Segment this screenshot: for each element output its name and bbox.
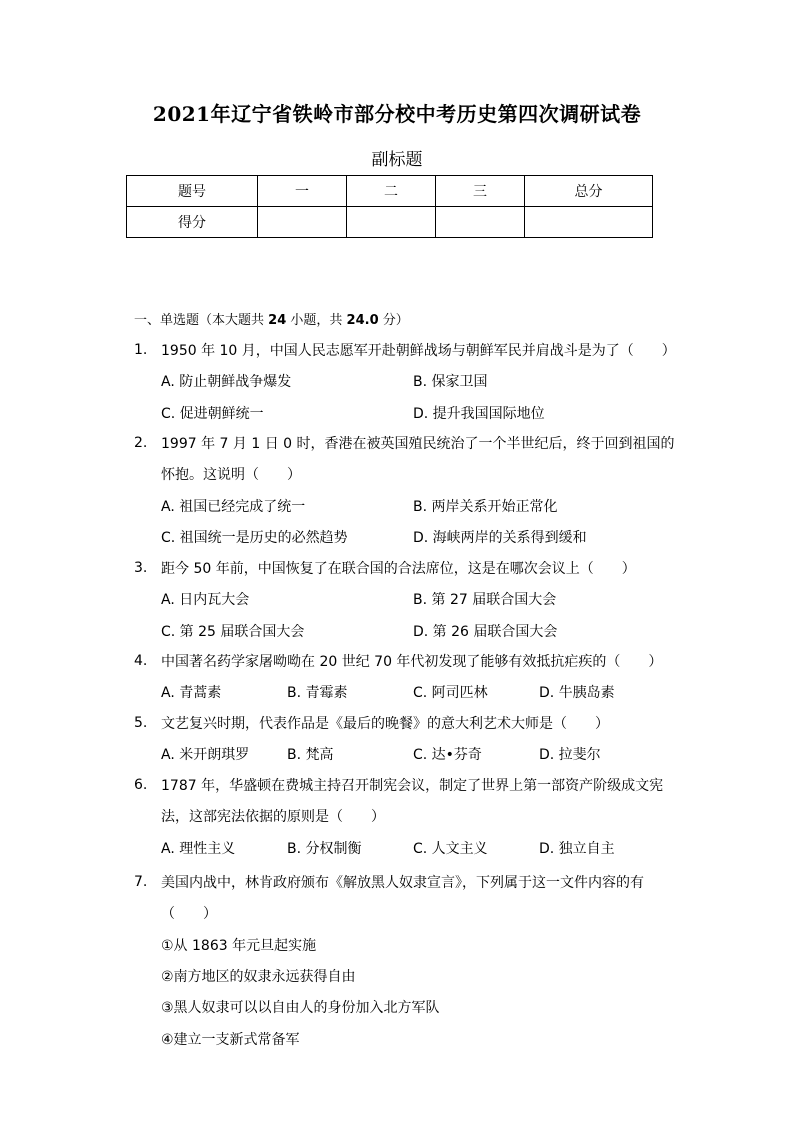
question-number: 3. bbox=[134, 560, 148, 576]
score-blank-cell[interactable] bbox=[436, 207, 525, 238]
answer-option[interactable]: B. 两岸关系开始正常化 bbox=[413, 498, 558, 515]
question-number: 6. bbox=[134, 777, 148, 793]
question-text-line: （ ） bbox=[161, 906, 217, 923]
answer-option[interactable]: C. 第 25 届联合国大会 bbox=[161, 623, 305, 640]
score-header-cell: 三 bbox=[436, 176, 525, 207]
answer-option[interactable]: D. 第 26 届联合国大会 bbox=[413, 623, 558, 640]
answer-option[interactable]: B. 青霉素 bbox=[287, 685, 348, 702]
question-text-line: 1950 年 10 月，中国人民志愿军开赴朝鲜战场与朝鲜军民并肩战斗是为了（ ） bbox=[161, 343, 676, 359]
answer-option[interactable]: C. 达•芬奇 bbox=[413, 747, 482, 764]
score-table bbox=[126, 175, 653, 238]
question-text-line: ②南方地区的奴隶永远获得自由 bbox=[161, 968, 356, 985]
answer-option[interactable]: C. 阿司匹林 bbox=[413, 685, 488, 702]
section-end: 分） bbox=[382, 313, 409, 328]
question-text-line: 文艺复兴时期，代表作品是《最后的晚餐》的意大利艺术大师是（ ） bbox=[161, 716, 609, 732]
answer-option[interactable]: C. 祖国统一是历史的必然趋势 bbox=[161, 529, 348, 546]
question-text-line: 美国内战中，林肯政府颁布《解放黑人奴隶宣言》，下列属于这一文件内容的有 bbox=[161, 875, 644, 891]
section-count: 24 bbox=[268, 313, 287, 328]
question-text-line: 1787 年，华盛顿在费城主持召开制宪会议，制定了世界上第一部资产阶级成文宪 bbox=[161, 778, 664, 794]
question-number: 1. bbox=[134, 342, 148, 358]
question-text-line: 距今 50 年前，中国恢复了在联合国的合法席位，这是在哪次会议上（ ） bbox=[161, 561, 636, 577]
question-text-line: 中国著名药学家屠呦呦在 20 世纪 70 年代初发现了能够有效抵抗疟疾的（ ） bbox=[161, 654, 663, 670]
page-title: 2021年辽宁省铁岭市部分校中考历史第四次调研试卷 bbox=[152, 102, 642, 126]
answer-option[interactable]: B. 保家卫国 bbox=[413, 374, 488, 391]
question-text-line: 怀抱。这说明（ ） bbox=[161, 467, 301, 484]
answer-option[interactable]: A. 理性主义 bbox=[161, 840, 236, 857]
score-header-cell: 总分 bbox=[525, 176, 653, 207]
answer-option[interactable]: D. 牛胰岛素 bbox=[539, 685, 615, 702]
section-label: 一、单选题（本大题共 bbox=[134, 313, 265, 328]
section-mid: 小题，共 bbox=[290, 313, 343, 328]
question-text-line: ④建立一支新式常备军 bbox=[161, 1031, 300, 1048]
answer-option[interactable]: A. 祖国已经完成了统一 bbox=[161, 498, 306, 515]
question-text-line: ③黑人奴隶可以以自由人的身份加入北方军队 bbox=[161, 1000, 440, 1017]
answer-option[interactable]: B. 第 27 届联合国大会 bbox=[413, 592, 557, 609]
score-header-cell: 题号 bbox=[127, 176, 258, 207]
question-text-line: 1997 年 7 月 1 日 0 时，香港在被英国殖民统治了一个半世纪后，终于回到祖国的 bbox=[161, 436, 675, 452]
answer-option[interactable]: B. 分权制衡 bbox=[287, 840, 362, 857]
score-row-label: 得分 bbox=[127, 207, 258, 238]
question-number: 2. bbox=[134, 435, 148, 451]
score-blank-cell[interactable] bbox=[347, 207, 436, 238]
answer-option[interactable]: D. 提升我国国际地位 bbox=[413, 405, 545, 422]
answer-option[interactable]: D. 独立自主 bbox=[539, 840, 615, 857]
answer-option[interactable]: A. 日内瓦大会 bbox=[161, 592, 250, 609]
answer-option[interactable]: A. 防止朝鲜战争爆发 bbox=[161, 374, 292, 391]
answer-option[interactable]: A. 米开朗琪罗 bbox=[161, 747, 250, 764]
score-table-header-row bbox=[127, 176, 653, 207]
answer-option[interactable]: D. 海峡两岸的关系得到缓和 bbox=[413, 529, 587, 546]
answer-option[interactable]: D. 拉斐尔 bbox=[539, 747, 601, 764]
answer-option[interactable]: C. 促进朝鲜统一 bbox=[161, 405, 264, 422]
score-blank-cell[interactable] bbox=[258, 207, 347, 238]
score-header-cell: 二 bbox=[347, 176, 436, 207]
answer-option[interactable]: B. 梵高 bbox=[287, 747, 334, 764]
question-text-line: 法，这部宪法依据的原则是（ ） bbox=[161, 809, 385, 826]
question-text-line: ①从 1863 年元旦起实施 bbox=[161, 937, 317, 954]
question-number: 4. bbox=[134, 653, 148, 669]
question-number: 7. bbox=[134, 874, 148, 890]
page-subtitle: 副标题 bbox=[371, 150, 423, 170]
section-heading bbox=[134, 309, 409, 328]
score-blank-cell[interactable] bbox=[525, 207, 653, 238]
question-number: 5. bbox=[134, 715, 148, 731]
answer-option[interactable]: A. 青蒿素 bbox=[161, 685, 222, 702]
score-header-cell: 一 bbox=[258, 176, 347, 207]
answer-option[interactable]: C. 人文主义 bbox=[413, 840, 488, 857]
score-table-score-row bbox=[127, 207, 653, 238]
section-points: 24.0 bbox=[346, 313, 379, 328]
